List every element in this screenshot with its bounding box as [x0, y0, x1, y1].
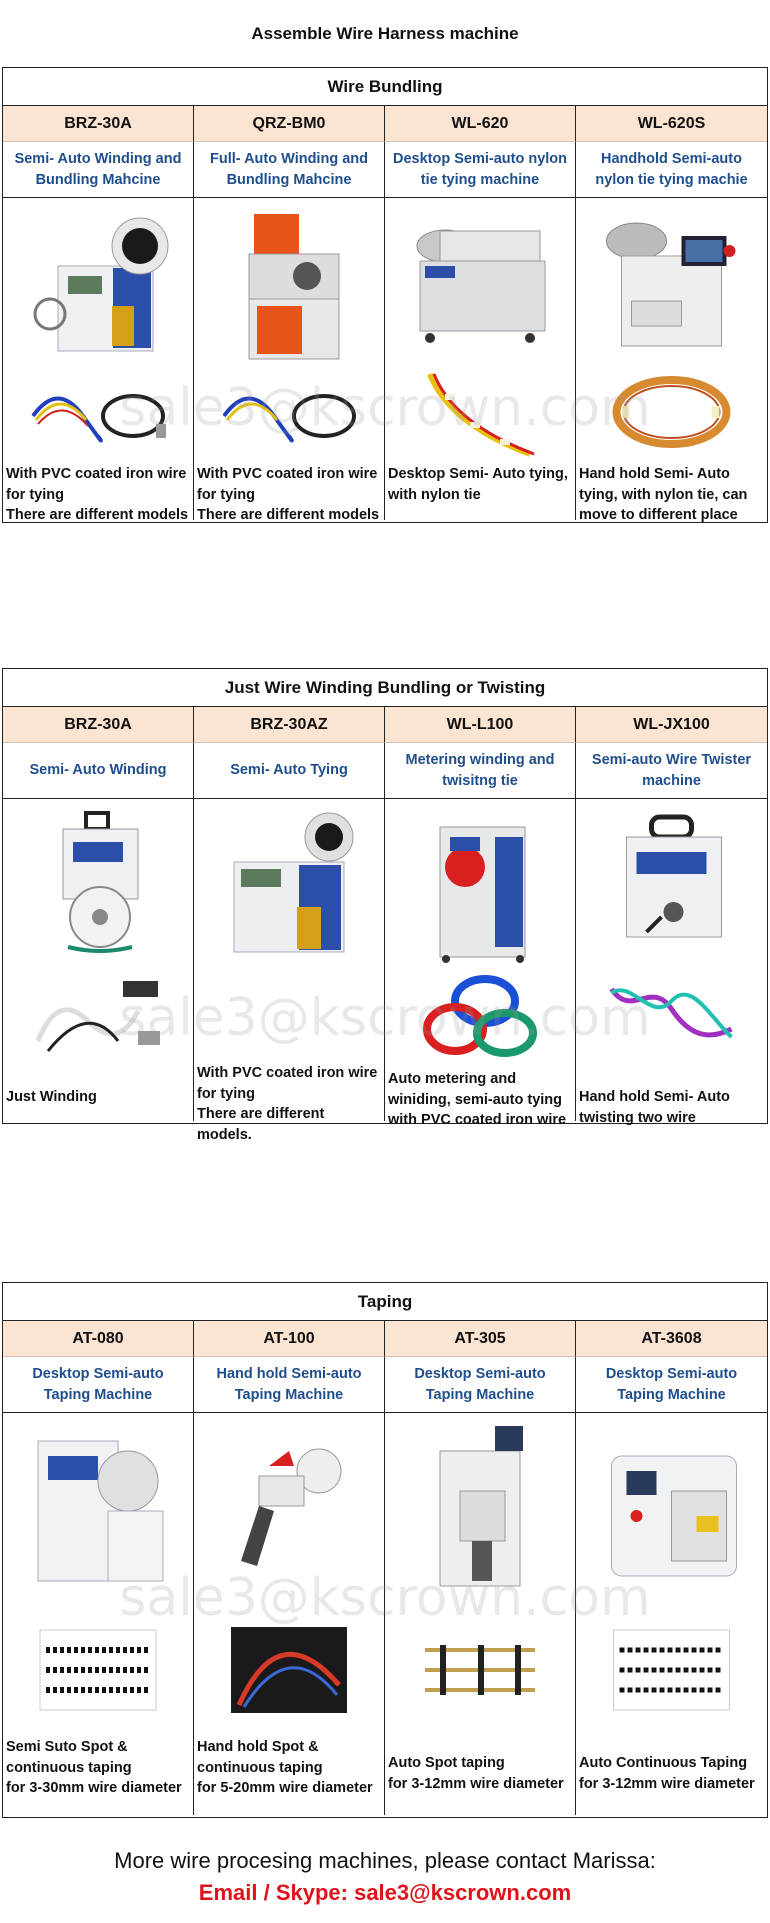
twisted-wire-image [582, 979, 761, 1049]
model-description: Metering winding and twisitng tie [385, 743, 576, 799]
product-cell [576, 1413, 767, 1815]
model-description: Full- Auto Winding and Bundling Mahcine [194, 142, 385, 198]
nylon-tied-wire-image [391, 364, 569, 460]
product-cell [3, 1413, 194, 1815]
handhold-tie-machine-image [582, 206, 761, 366]
watermark: sale3@kscrown.com [119, 1568, 651, 1628]
tying-machine-image [200, 807, 378, 967]
product-caption: Just Winding [6, 1089, 97, 1105]
product-cell [385, 799, 576, 1129]
wire-coils-image [391, 971, 569, 1061]
continuous-taping-machine-image [582, 1421, 761, 1591]
model-label: WL-620 [385, 106, 576, 142]
model-description: Desktop Semi-auto Taping Machine [3, 1357, 194, 1413]
spot-taped-wires-image [391, 1625, 569, 1715]
product-cell [194, 198, 385, 524]
model-label: AT-3608 [576, 1321, 767, 1357]
section-winding-twisting [2, 668, 768, 1143]
taping-machine-image [9, 1421, 187, 1591]
product-caption: Hand hold Spot & continuous taping for 5-20mm wire diameter [197, 1739, 373, 1797]
model-description: Semi- Auto Winding [3, 743, 194, 799]
contact-text: More wire procesing machines, please contact Marissa: [114, 1848, 656, 1873]
product-caption: Semi Suto Spot & continuous taping for 3-30mm wire diameter [6, 1739, 182, 1797]
model-label: BRZ-30AZ [194, 707, 385, 743]
model-label: BRZ-30A [3, 707, 194, 743]
product-caption: Auto Continuous Taping for 3-12mm wire diameter [579, 1755, 755, 1792]
section-wire-bundling [2, 67, 768, 523]
model-description: Semi- Auto Winding and Bundling Mahcine [3, 142, 194, 198]
model-description: Desktop Semi-auto Taping Machine [385, 1357, 576, 1413]
model-description: Semi- Auto Tying [194, 743, 385, 799]
product-caption: Auto metering and winiding, semi-auto tying with PVC coated iron wire [388, 1071, 567, 1129]
product-cell [576, 198, 767, 524]
nylon-tie-machine-image [391, 206, 569, 366]
product-cell [194, 1413, 385, 1815]
page-title: Assemble Wire Harness machine [251, 24, 519, 43]
spot-taping-machine-image [391, 1421, 569, 1591]
model-label: AT-080 [3, 1321, 194, 1357]
model-description: Desktop Semi-auto nylon tie tying machine [385, 142, 576, 198]
model-description: Semi-auto Wire Twister machine [576, 743, 767, 799]
product-cell [576, 799, 767, 1126]
product-cell [3, 799, 194, 1121]
model-description: Handhold Semi-auto nylon tie tying machie [576, 142, 767, 198]
model-label: WL-620S [576, 106, 767, 142]
watermark: sale3@kscrown.com [119, 988, 651, 1048]
model-description: Hand hold Semi-auto Taping Machine [194, 1357, 385, 1413]
winding-machine-image [9, 807, 187, 957]
product-cell [385, 1413, 576, 1815]
continuous-taped-wires-image [582, 1625, 761, 1715]
product-cell [3, 198, 194, 524]
metering-machine-image [391, 807, 569, 967]
model-label: AT-305 [385, 1321, 576, 1357]
taped-wires-image [9, 1625, 187, 1715]
section-title: Taping [3, 1283, 767, 1321]
product-cell [194, 799, 385, 1143]
model-label: QRZ-BM0 [194, 106, 385, 142]
bundling-machine-image [200, 206, 378, 366]
tied-coil-image [582, 366, 761, 458]
model-label: WL-JX100 [576, 707, 767, 743]
contact-email[interactable]: Email / Skype: sale3@kscrown.com [198, 1880, 572, 1905]
product-caption: Hand hold Semi- Auto tying, with nylon tie, can move to different place [579, 466, 748, 524]
section-taping [2, 1282, 768, 1818]
product-caption: With PVC coated iron wire for tying There are different models [6, 466, 189, 524]
product-caption: Auto Spot taping for 3-12mm wire diameter [388, 1755, 564, 1792]
model-label: BRZ-30A [3, 106, 194, 142]
winding-machine-image [9, 206, 187, 366]
model-label: WL-L100 [385, 707, 576, 743]
product-caption: Hand hold Semi- Auto twisting two wire [579, 1089, 730, 1126]
wire-harness-image [200, 376, 378, 456]
section-title: Wire Bundling [3, 68, 767, 106]
product-cell [385, 198, 576, 520]
product-caption: With PVC coated iron wire for tying There are different models [197, 466, 380, 524]
product-caption: Desktop Semi- Auto tying, with nylon tie [388, 466, 568, 503]
power-cords-image [9, 971, 187, 1067]
model-label: AT-100 [194, 1321, 385, 1357]
taped-harness-image [200, 1625, 378, 1715]
twister-machine-image [582, 807, 761, 967]
wire-harness-image [9, 376, 187, 456]
product-caption: With PVC coated iron wire for tying There are different models. [197, 1065, 378, 1143]
handhold-taping-tool-image [200, 1421, 378, 1591]
model-description: Desktop Semi-auto Taping Machine [576, 1357, 767, 1413]
section-title: Just Wire Winding Bundling or Twisting [3, 669, 767, 707]
watermark: sale3@kscrown.com [119, 378, 651, 438]
